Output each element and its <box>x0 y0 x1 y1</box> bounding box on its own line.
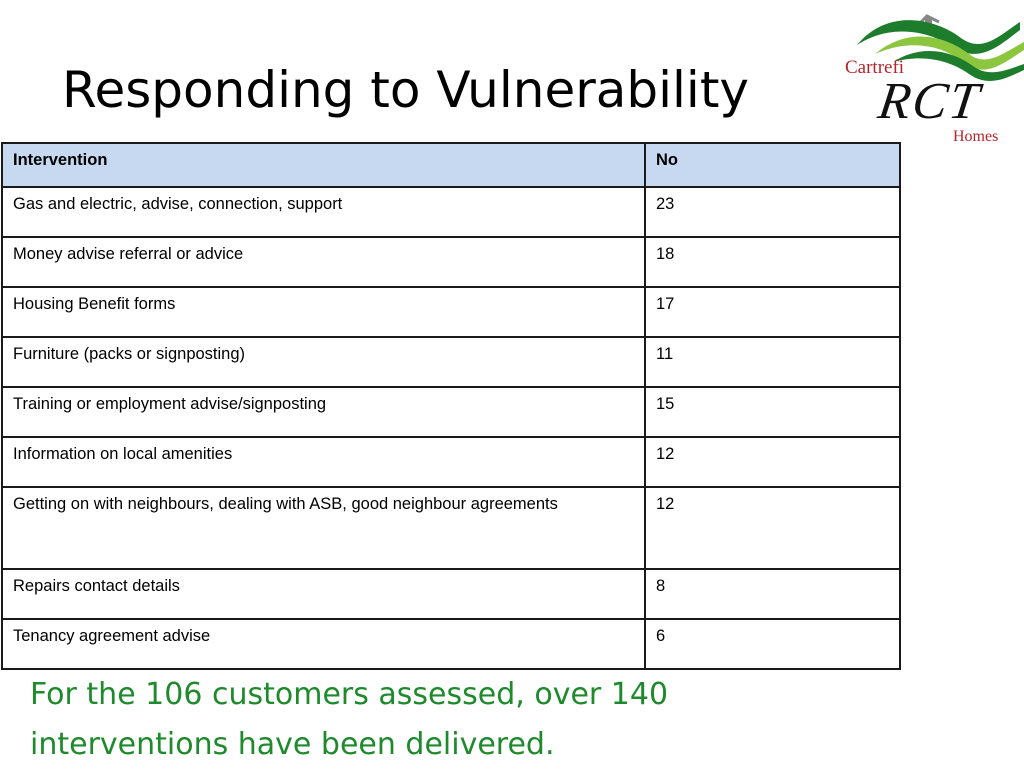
header-intervention: Intervention <box>2 143 645 187</box>
count-cell: 15 <box>645 387 900 437</box>
table-row <box>2 569 900 619</box>
count-cell: 6 <box>645 619 900 669</box>
count-cell: 8 <box>645 569 900 619</box>
intervention-cell: Money advise referral or advice <box>2 237 645 287</box>
table-row <box>2 387 900 437</box>
count-cell: 23 <box>645 187 900 237</box>
table-row <box>2 287 900 337</box>
intervention-cell: Getting on with neighbours, dealing with ASB, good neighbour agreements <box>2 487 645 569</box>
table-row <box>2 437 900 487</box>
interventions-table <box>1 142 901 670</box>
intervention-cell: Tenancy agreement advise <box>2 619 645 669</box>
intervention-cell: Information on local amenities <box>2 437 645 487</box>
header-no: No <box>645 143 900 187</box>
intervention-cell: Gas and electric, advise, connection, support <box>2 187 645 237</box>
count-cell: 17 <box>645 287 900 337</box>
count-cell: 12 <box>645 437 900 487</box>
table-row <box>2 337 900 387</box>
table-row <box>2 237 900 287</box>
intervention-cell: Housing Benefit forms <box>2 287 645 337</box>
logo-cartrefi-text: Cartrefi <box>845 57 905 78</box>
page-title: Responding to Vulnerability <box>62 61 750 119</box>
count-cell: 12 <box>645 487 900 569</box>
count-cell: 18 <box>645 237 900 287</box>
count-cell: 11 <box>645 337 900 387</box>
table-header-row <box>2 143 900 187</box>
table-row <box>2 619 900 669</box>
intervention-cell: Training or employment advise/signposting <box>2 387 645 437</box>
intervention-cell: Repairs contact details <box>2 569 645 619</box>
cartrefi-rct-homes-logo <box>835 0 1024 143</box>
table-row <box>2 187 900 237</box>
logo-rct-text: RCT <box>874 73 985 130</box>
summary-text: For the 106 customers assessed, over 140 interventions have been delivered. <box>30 677 669 762</box>
intervention-cell: Furniture (packs or signposting) <box>2 337 645 387</box>
table-row <box>2 487 900 569</box>
logo-homes-text: Homes <box>953 128 999 143</box>
